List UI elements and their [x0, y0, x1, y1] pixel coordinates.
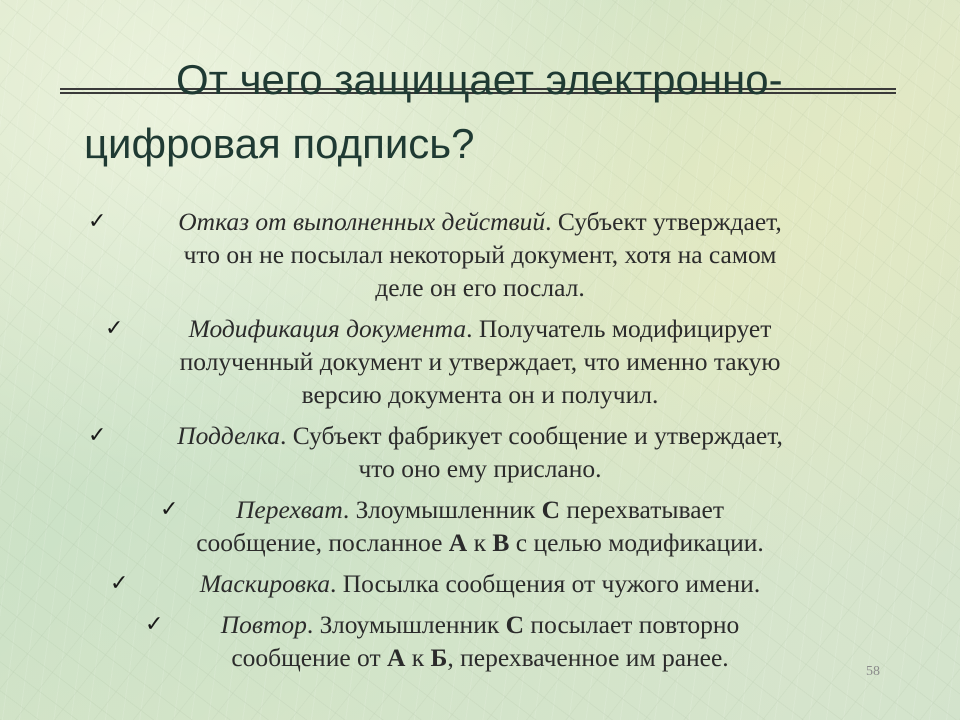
bullet-text: . Субъект фабрикует сообщение и утверждает, что оно ему прислано. [279, 421, 783, 483]
bullet-text: . Посылка сообщения от чужого имени. [330, 569, 761, 598]
bullet-list [0, 205, 960, 682]
checkmark-icon: ✓ [110, 571, 129, 596]
checkmark-icon: ✓ [145, 612, 164, 637]
bullet-item [0, 205, 960, 304]
bullet-text: . Злоумышленник С перехватывает сообщение, посланное А к В с целью модификации. [196, 495, 764, 557]
bold-letter: С [541, 495, 561, 524]
bullet-item [0, 567, 960, 600]
bold-letter: Б [430, 643, 448, 672]
bullet-item [0, 608, 960, 674]
bold-letter: А [386, 643, 406, 672]
bullet-text: . Злоумышленник С посылает повторно сообщение от А к Б, перехваченное им ранее. [231, 610, 740, 672]
slide-title: От чего защищает электронно-цифровая подпись? [84, 56, 783, 167]
bullet-term: Модификация документа [188, 314, 467, 343]
bullet-item [0, 419, 960, 485]
bullet-term: Перехват [236, 495, 343, 524]
bold-letter: В [492, 528, 510, 557]
page-number: 58 [866, 664, 880, 679]
bullet-term: Маскировка [199, 569, 331, 598]
bullet-term: Повтор [220, 610, 307, 639]
bullet-term: Отказ от выполненных действий [178, 207, 546, 236]
bold-letter: А [448, 528, 468, 557]
checkmark-icon: ✓ [88, 209, 107, 234]
bullet-item [0, 312, 960, 411]
checkmark-icon: ✓ [160, 497, 179, 522]
bold-letter: С [505, 610, 525, 639]
bullet-item [0, 493, 960, 559]
bullet-text: . Получатель модифицирует полученный документ и утверждает, что именно такую версию документа он и получил. [179, 314, 781, 409]
checkmark-icon: ✓ [105, 316, 124, 341]
bullet-text: . Субъект утверждает, что он не посылал некоторый документ, хотя на самом деле он его послал. [183, 207, 782, 302]
bullet-term: Подделка [177, 421, 280, 450]
checkmark-icon: ✓ [88, 423, 107, 448]
